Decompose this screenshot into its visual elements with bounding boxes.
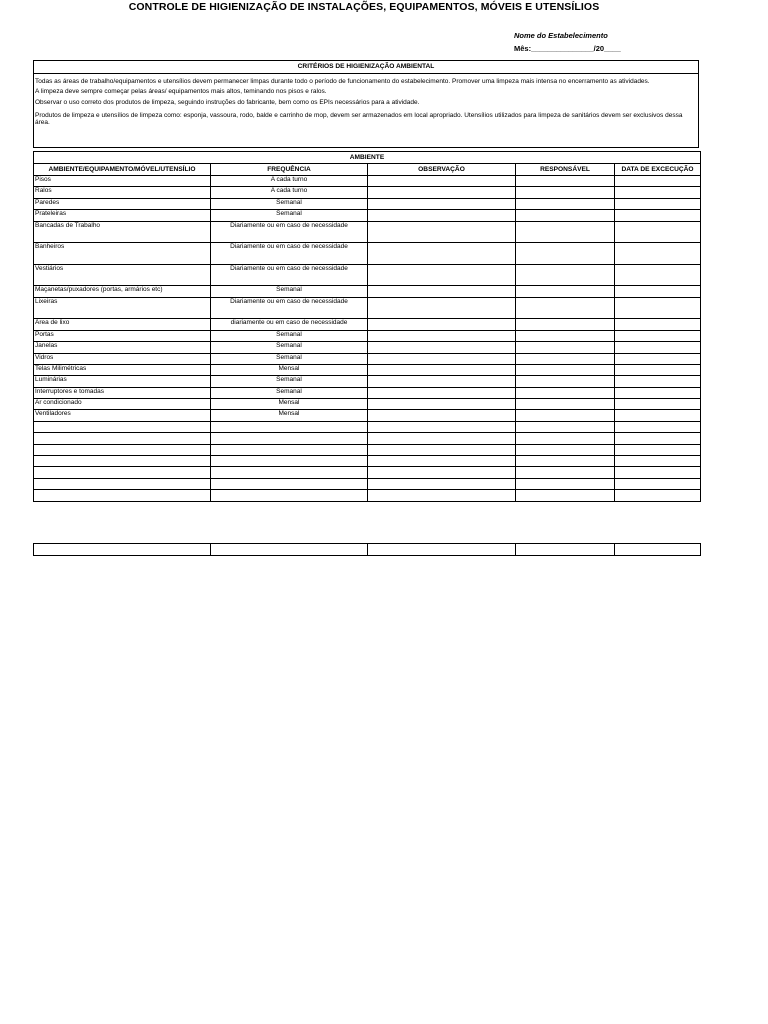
responsible-cell[interactable]: [516, 399, 615, 410]
empty-cell[interactable]: [368, 421, 516, 432]
date-cell[interactable]: [615, 364, 701, 375]
empty-cell[interactable]: [34, 490, 211, 501]
empty-cell[interactable]: [615, 421, 701, 432]
table-row: [34, 410, 701, 421]
observation-cell[interactable]: [368, 187, 516, 198]
table-cell[interactable]: [368, 544, 516, 556]
frequency-cell: Semanal: [211, 330, 368, 341]
date-cell[interactable]: [615, 243, 701, 265]
date-cell[interactable]: [615, 330, 701, 341]
responsible-cell[interactable]: [516, 364, 615, 375]
empty-cell[interactable]: [516, 433, 615, 444]
table-row: [34, 243, 701, 265]
item-cell: Ralos: [34, 187, 211, 198]
item-cell: Ar condicionado: [34, 399, 211, 410]
frequency-cell: A cada turno: [211, 176, 368, 187]
table-row: [34, 221, 701, 243]
empty-cell[interactable]: [516, 421, 615, 432]
empty-cell[interactable]: [211, 467, 368, 478]
empty-cell[interactable]: [615, 467, 701, 478]
responsible-cell[interactable]: [516, 221, 615, 243]
frequency-cell: Semanal: [211, 198, 368, 209]
empty-row: [34, 478, 701, 489]
empty-cell[interactable]: [34, 456, 211, 467]
observation-cell[interactable]: [368, 210, 516, 221]
observation-cell[interactable]: [368, 198, 516, 209]
criteria-paragraph: Observar o uso correto dos produtos de limpeza, seguindo instruções do fabricante, bem como os EPIs necessários para a atividade.: [35, 99, 420, 106]
empty-cell[interactable]: [516, 490, 615, 501]
item-cell: Interruptores e tomadas: [34, 387, 211, 398]
empty-cell[interactable]: [615, 490, 701, 501]
observation-cell[interactable]: [368, 221, 516, 243]
table-cell[interactable]: [615, 544, 701, 556]
frequency-cell: Diariamente ou em caso de necessidade: [211, 264, 368, 286]
observation-cell[interactable]: [368, 410, 516, 421]
observation-cell[interactable]: [368, 243, 516, 265]
empty-row: [34, 467, 701, 478]
empty-row: [34, 444, 701, 455]
date-cell[interactable]: [615, 221, 701, 243]
table-row: [34, 187, 701, 198]
empty-cell[interactable]: [34, 421, 211, 432]
item-cell: Portas: [34, 330, 211, 341]
column-header-frequency: FREQUÊNCIA: [211, 164, 368, 176]
criteria-box: [33, 60, 699, 148]
table-row: [34, 264, 701, 286]
item-cell: Lixeiras: [34, 297, 211, 319]
frequency-cell: Mensal: [211, 399, 368, 410]
empty-row: [34, 490, 701, 501]
criteria-paragraph: A limpeza deve sempre começar pelas áreas/ equipamentos mais altos, teminando nos pisos e ralos.: [35, 87, 327, 95]
criteria-paragraph: Produtos de limpeza e utensílios de limpeza como: esponja, vassoura, rodo, balde e carrinho de mop, devem ser armazenados em local apropriado. Utensílios utilizados para limpeza de sanitários devem ser exclusivos dessa área.: [35, 111, 683, 126]
empty-cell[interactable]: [211, 433, 368, 444]
empty-cell[interactable]: [211, 478, 368, 489]
date-cell[interactable]: [615, 286, 701, 297]
date-cell[interactable]: [615, 376, 701, 387]
table-row: [34, 399, 701, 410]
responsible-cell[interactable]: [516, 410, 615, 421]
frequency-cell: Semanal: [211, 353, 368, 364]
empty-cell[interactable]: [368, 467, 516, 478]
frequency-cell: Semanal: [211, 387, 368, 398]
item-cell: Prateleiras: [34, 210, 211, 221]
item-cell: Bancadas de Trabalho: [34, 221, 211, 243]
empty-cell[interactable]: [211, 421, 368, 432]
item-cell: Área de lixo: [34, 319, 211, 330]
empty-cell[interactable]: [368, 478, 516, 489]
empty-cell[interactable]: [516, 444, 615, 455]
responsible-cell[interactable]: [516, 387, 615, 398]
responsible-cell[interactable]: [516, 286, 615, 297]
frequency-cell: Mensal: [211, 410, 368, 421]
empty-cell[interactable]: [368, 456, 516, 467]
empty-cell[interactable]: [615, 444, 701, 455]
frequency-cell: Semanal: [211, 376, 368, 387]
table-cell[interactable]: [516, 544, 615, 556]
table-row: [34, 364, 701, 375]
item-cell: Vestiários: [34, 264, 211, 286]
item-cell: Ventiladores: [34, 410, 211, 421]
observation-cell[interactable]: [368, 297, 516, 319]
item-cell: Telas Milimétricas: [34, 364, 211, 375]
table-row: [34, 210, 701, 221]
date-cell[interactable]: [615, 187, 701, 198]
date-cell[interactable]: [615, 198, 701, 209]
responsible-cell[interactable]: [516, 176, 615, 187]
date-cell[interactable]: [615, 353, 701, 364]
empty-cell[interactable]: [368, 444, 516, 455]
observation-cell[interactable]: [368, 387, 516, 398]
responsible-cell[interactable]: [516, 319, 615, 330]
table-row: [34, 319, 701, 330]
responsible-cell[interactable]: [516, 198, 615, 209]
empty-cell[interactable]: [34, 433, 211, 444]
date-cell[interactable]: [615, 176, 701, 187]
criteria-paragraph: Todas as áreas de trabalho/equipamentos e utensílios devem permanecer limpas durante todo o período de funcionamento do estabelecimento. Promover uma limpeza mais intensa no encerramento as atividades.: [35, 78, 650, 85]
column-header-observation: OBSERVAÇÃO: [368, 164, 516, 176]
frequency-cell: Semanal: [211, 210, 368, 221]
frequency-cell: Semanal: [211, 286, 368, 297]
responsible-cell[interactable]: [516, 187, 615, 198]
frequency-cell: diariamente ou em caso de necessidade: [211, 319, 368, 330]
empty-cell[interactable]: [34, 478, 211, 489]
empty-cell[interactable]: [516, 478, 615, 489]
empty-cell[interactable]: [34, 444, 211, 455]
responsible-cell[interactable]: [516, 210, 615, 221]
table-row: [34, 342, 701, 353]
responsible-cell[interactable]: [516, 297, 615, 319]
date-cell[interactable]: [615, 264, 701, 286]
observation-cell[interactable]: [368, 353, 516, 364]
observation-cell[interactable]: [368, 319, 516, 330]
frequency-cell: A cada turno: [211, 187, 368, 198]
item-cell: Luminárias: [34, 376, 211, 387]
empty-cell[interactable]: [615, 456, 701, 467]
frequency-cell: Diariamente ou em caso de necessidade: [211, 243, 368, 265]
observation-cell[interactable]: [368, 342, 516, 353]
item-cell: Maçanetas/puxadores (portas, armários etc): [34, 286, 211, 297]
month-field[interactable]: Mês:_______________/20____: [514, 44, 621, 53]
responsible-cell[interactable]: [516, 342, 615, 353]
section-title: AMBIENTE: [34, 152, 701, 164]
empty-cell[interactable]: [368, 490, 516, 501]
date-cell[interactable]: [615, 319, 701, 330]
responsible-cell[interactable]: [516, 243, 615, 265]
observation-cell[interactable]: [368, 399, 516, 410]
table-cell[interactable]: [34, 544, 211, 556]
observation-cell[interactable]: [368, 364, 516, 375]
empty-cell[interactable]: [615, 478, 701, 489]
empty-cell[interactable]: [368, 433, 516, 444]
date-cell[interactable]: [615, 410, 701, 421]
empty-row: [34, 456, 701, 467]
observation-cell[interactable]: [368, 376, 516, 387]
frequency-cell: Diariamente ou em caso de necessidade: [211, 297, 368, 319]
table-row: [34, 376, 701, 387]
item-cell: Janelas: [34, 342, 211, 353]
observation-cell[interactable]: [368, 330, 516, 341]
observation-cell[interactable]: [368, 264, 516, 286]
table-row: [34, 297, 701, 319]
table-row: [34, 544, 701, 556]
date-cell[interactable]: [615, 387, 701, 398]
criteria-title: CRITÉRIOS DE HIGIENIZAÇÃO AMBIENTAL: [34, 61, 698, 74]
table-row: [34, 176, 701, 187]
establishment-label[interactable]: Nome do Estabelecimento: [514, 31, 608, 40]
observation-cell[interactable]: [368, 176, 516, 187]
frequency-cell: Semanal: [211, 342, 368, 353]
empty-cell[interactable]: [34, 467, 211, 478]
table-row: [34, 286, 701, 297]
empty-cell[interactable]: [516, 467, 615, 478]
frequency-cell: Diariamente ou em caso de necessidade: [211, 221, 368, 243]
empty-cell[interactable]: [211, 456, 368, 467]
responsible-cell[interactable]: [516, 376, 615, 387]
date-cell[interactable]: [615, 297, 701, 319]
footer-table: [33, 543, 701, 556]
column-header-responsible: RESPONSÁVEL: [516, 164, 615, 176]
responsible-cell[interactable]: [516, 330, 615, 341]
hygiene-table: [33, 151, 701, 502]
item-cell: Banheiros: [34, 243, 211, 265]
item-cell: Vidros: [34, 353, 211, 364]
date-cell[interactable]: [615, 210, 701, 221]
table-cell[interactable]: [211, 544, 368, 556]
frequency-cell: Mensal: [211, 364, 368, 375]
table-row: [34, 387, 701, 398]
empty-cell[interactable]: [211, 490, 368, 501]
date-cell[interactable]: [615, 342, 701, 353]
responsible-cell[interactable]: [516, 264, 615, 286]
table-row: [34, 353, 701, 364]
empty-cell[interactable]: [211, 444, 368, 455]
observation-cell[interactable]: [368, 286, 516, 297]
table-row: [34, 198, 701, 209]
item-cell: Paredes: [34, 198, 211, 209]
column-header-item: AMBIENTE/EQUIPAMENTO/MÓVEL/UTENSÍLIO: [34, 164, 211, 176]
column-header-date: DATA DE EXCECUÇÃO: [615, 164, 701, 176]
responsible-cell[interactable]: [516, 353, 615, 364]
empty-row: [34, 421, 701, 432]
empty-cell[interactable]: [516, 456, 615, 467]
date-cell[interactable]: [615, 399, 701, 410]
table-row: [34, 330, 701, 341]
item-cell: Pisos: [34, 176, 211, 187]
empty-cell[interactable]: [615, 433, 701, 444]
empty-row: [34, 433, 701, 444]
page-title: CONTROLE DE HIGIENIZAÇÃO DE INSTALAÇÕES, EQUIPAMENTOS, MÓVEIS E UTENSÍLIOS: [128, 1, 600, 13]
